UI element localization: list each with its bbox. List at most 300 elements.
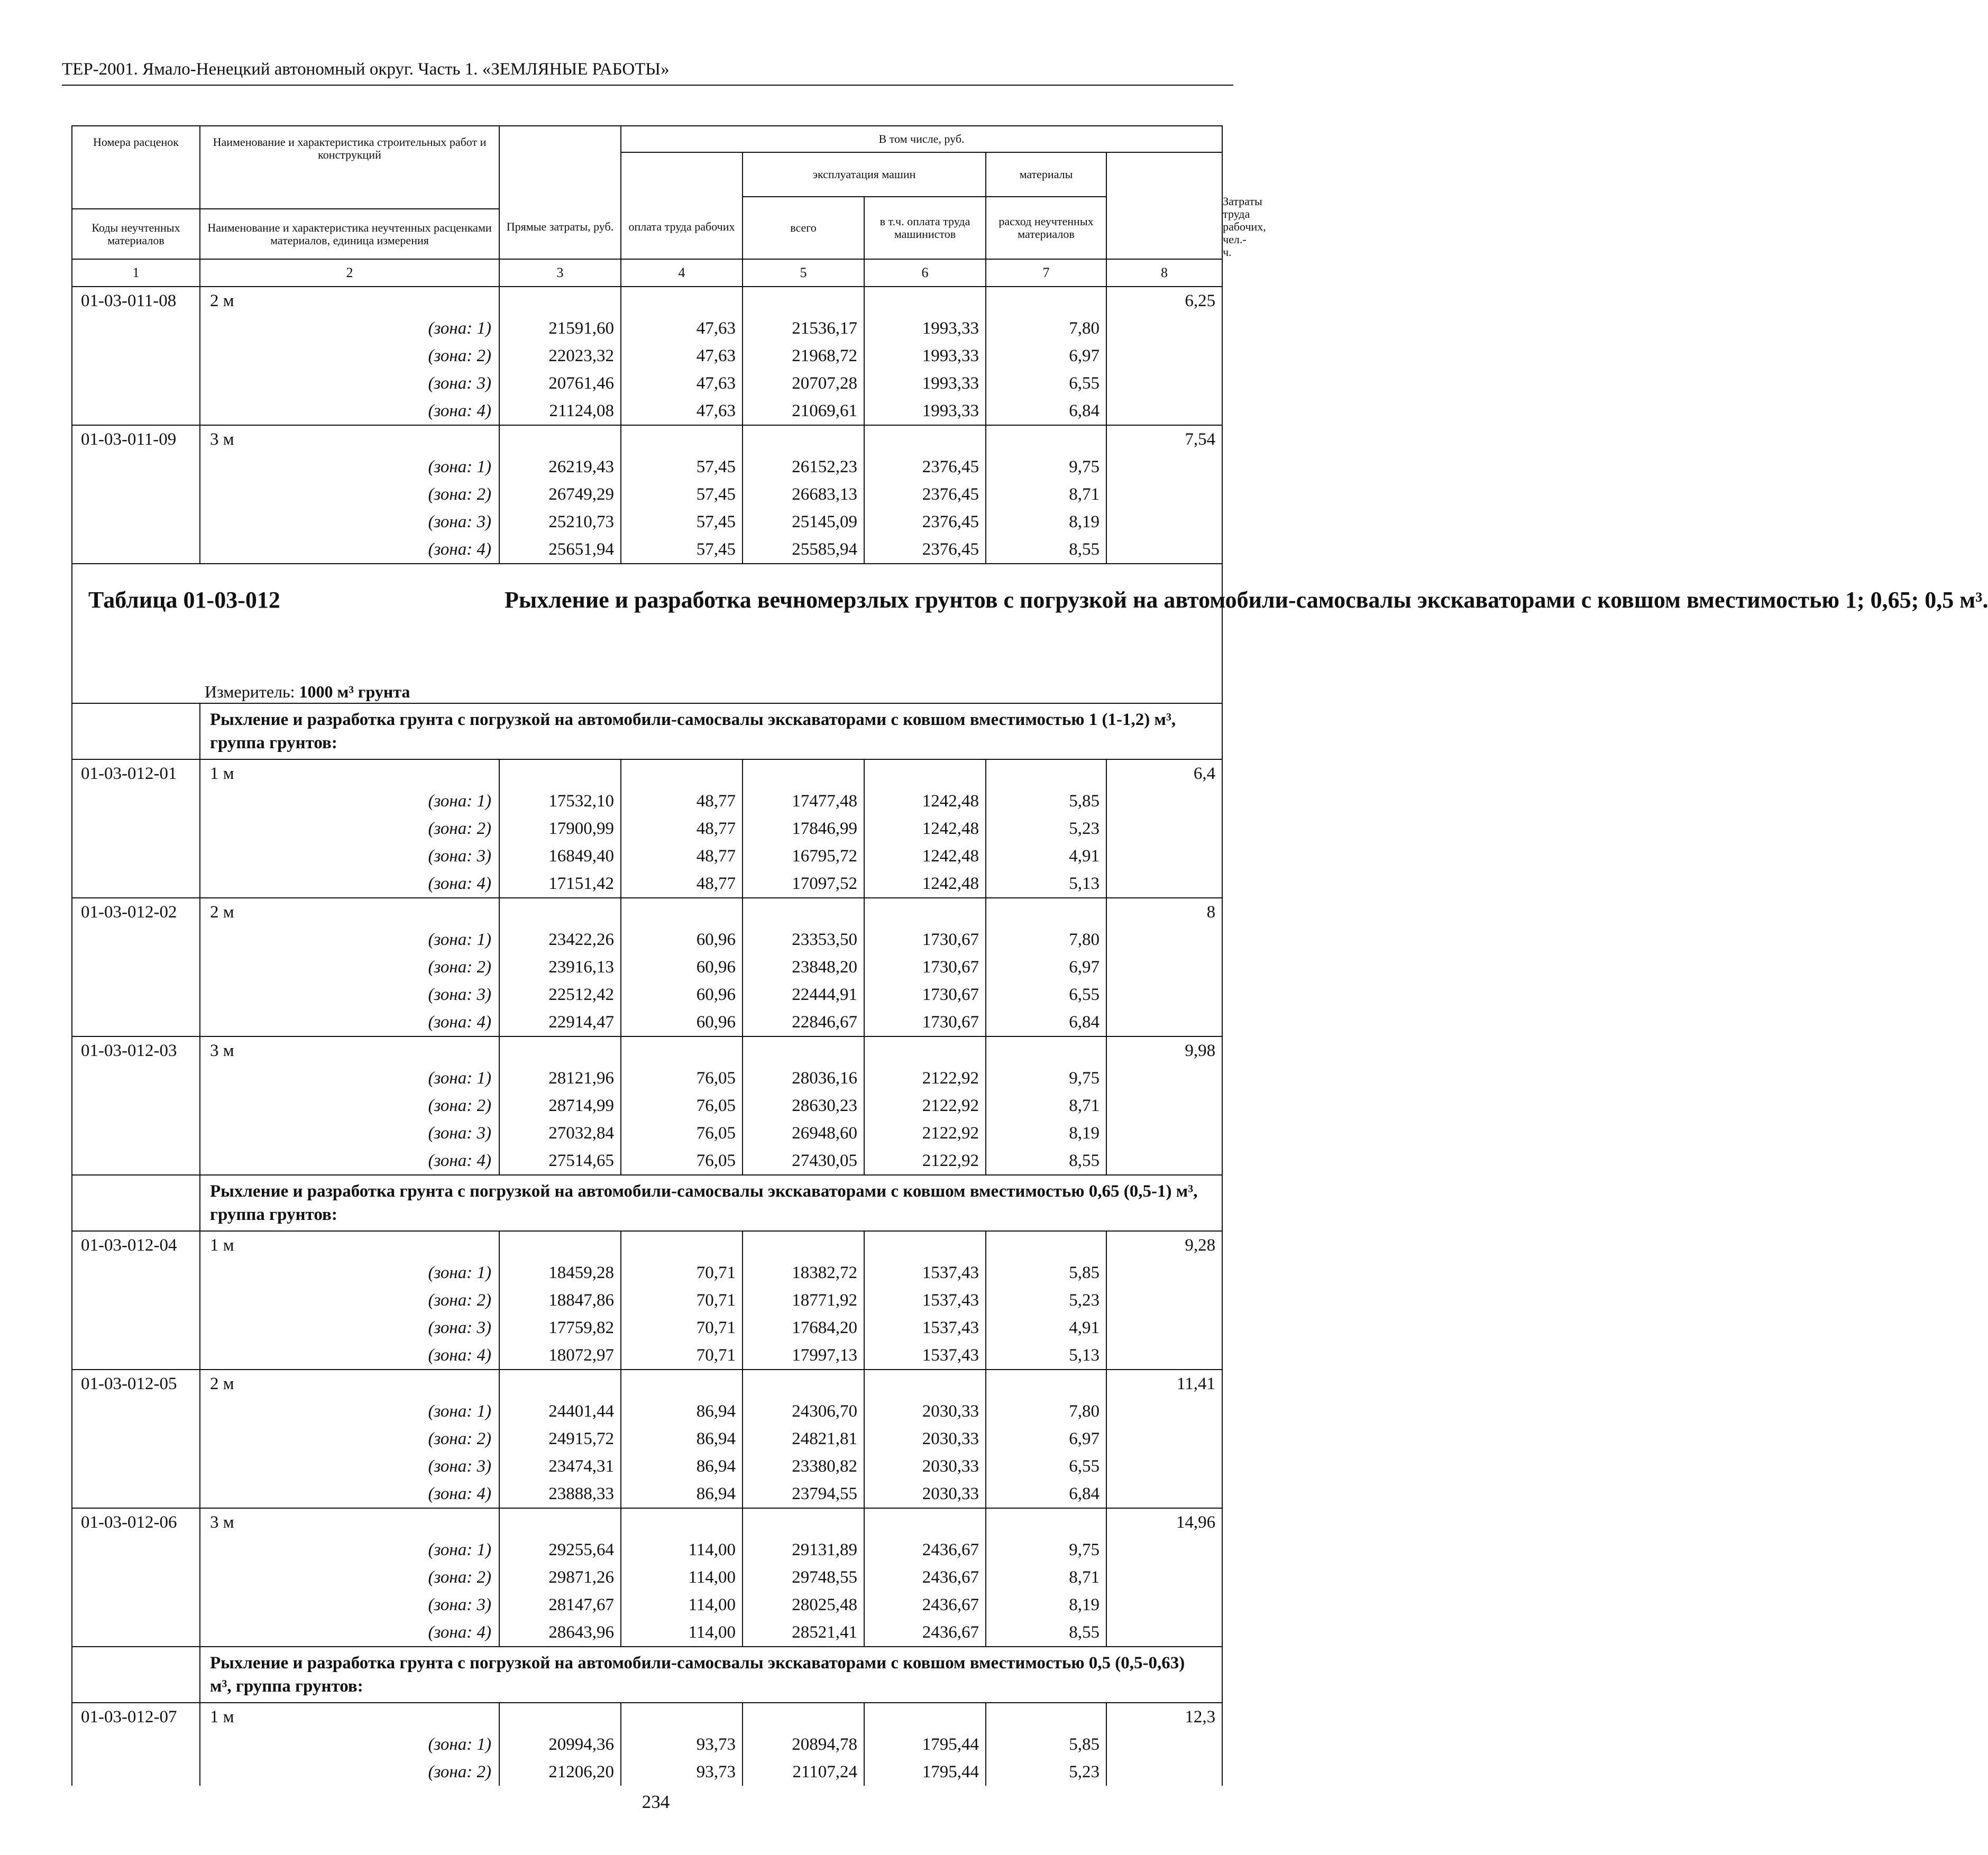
table-body	[72, 287, 1988, 1786]
direct-cost: 22914,47	[499, 1008, 621, 1036]
empty-cell	[1106, 1564, 1222, 1591]
direct-cost: 24401,44	[499, 1398, 621, 1425]
col-materials: материалы	[986, 152, 1106, 197]
rate-name: 2 м	[200, 898, 499, 926]
direct-cost: 28147,67	[499, 1591, 621, 1619]
labor-pay: 76,05	[621, 1147, 743, 1175]
empty-cell	[499, 287, 621, 315]
material-use: 9,75	[986, 1064, 1106, 1092]
zone-row	[72, 953, 1222, 981]
machines-total: 23848,20	[743, 953, 864, 981]
empty-cell	[743, 1231, 864, 1259]
material-use: 9,75	[986, 453, 1106, 481]
machines-total: 28521,41	[743, 1619, 864, 1647]
empty-cell	[1106, 1731, 1222, 1758]
zone-label: (зона: 1)	[200, 1064, 499, 1092]
labor-pay: 114,00	[621, 1591, 743, 1619]
zone-label: (зона: 2)	[200, 1564, 499, 1591]
machines-total: 26948,60	[743, 1119, 864, 1147]
table-code: Таблица 01-03-012	[88, 587, 280, 613]
operator-pay: 1993,33	[864, 342, 986, 370]
empty-cell	[499, 1508, 621, 1536]
rate-row	[72, 1231, 1222, 1259]
empty-cell	[72, 1259, 200, 1287]
col-machines: эксплуатация машин	[743, 152, 986, 197]
operator-pay: 2376,45	[864, 481, 986, 508]
empty-cell	[743, 1036, 864, 1064]
empty-cell	[1106, 508, 1222, 536]
empty-cell	[621, 425, 743, 453]
direct-cost: 26219,43	[499, 453, 621, 481]
operator-pay: 1795,44	[864, 1731, 986, 1758]
material-use: 8,55	[986, 1619, 1106, 1647]
zone-row	[72, 1342, 1222, 1370]
rate-row	[72, 1036, 1222, 1064]
empty-cell	[72, 1287, 200, 1314]
labor-pay: 60,96	[621, 926, 743, 953]
labor-pay: 76,05	[621, 1119, 743, 1147]
zone-label: (зона: 3)	[200, 508, 499, 536]
zone-label: (зона: 3)	[200, 1119, 499, 1147]
empty-cell	[1106, 315, 1222, 342]
direct-cost: 18847,86	[499, 1287, 621, 1314]
empty-cell	[1106, 1480, 1222, 1508]
empty-cell	[1106, 453, 1222, 481]
empty-cell	[621, 287, 743, 315]
labor-pay: 47,63	[621, 342, 743, 370]
empty-cell	[1106, 1119, 1222, 1147]
operator-pay: 2436,67	[864, 1591, 986, 1619]
empty-cell	[1106, 1758, 1222, 1786]
empty-cell	[1106, 787, 1222, 815]
direct-cost: 25651,94	[499, 536, 621, 564]
empty-cell	[72, 1092, 200, 1119]
empty-cell	[864, 1036, 986, 1064]
unit-line	[205, 678, 410, 705]
zone-row	[72, 1147, 1222, 1175]
zone-label: (зона: 4)	[200, 536, 499, 564]
group-heading: Рыхление и разработка грунта с погрузкой на автомобили-самосвалы экскаваторами с ковшом вместимостью 1 (1-1,2) м³, группа грунтов:	[200, 703, 1222, 759]
zone-row	[72, 1425, 1222, 1453]
machines-total: 25145,09	[743, 508, 864, 536]
empty-cell	[1106, 1259, 1222, 1287]
labor-pay: 60,96	[621, 981, 743, 1008]
machines-total: 21536,17	[743, 315, 864, 342]
zone-label: (зона: 3)	[200, 1591, 499, 1619]
labor-cost: 11,41	[1106, 1370, 1222, 1398]
empty-cell	[72, 1480, 200, 1508]
empty-cell	[72, 870, 200, 898]
empty-cell	[743, 898, 864, 926]
zone-row	[72, 1619, 1222, 1647]
empty-cell	[72, 1564, 200, 1591]
empty-cell	[864, 287, 986, 315]
zone-row	[72, 981, 1222, 1008]
direct-cost: 28121,96	[499, 1064, 621, 1092]
zone-row	[72, 1564, 1222, 1591]
zone-label: (зона: 3)	[200, 1314, 499, 1342]
operator-pay: 2030,33	[864, 1480, 986, 1508]
empty-cell	[986, 425, 1106, 453]
direct-cost: 27514,65	[499, 1147, 621, 1175]
labor-pay: 114,00	[621, 1564, 743, 1591]
operator-pay: 2376,45	[864, 508, 986, 536]
zone-row	[72, 1453, 1222, 1480]
labor-pay: 93,73	[621, 1758, 743, 1786]
material-use: 8,19	[986, 508, 1106, 536]
machines-total: 17997,13	[743, 1342, 864, 1370]
table-title: Рыхление и разработка вечномерзлых грунтов с погрузкой на автомобили-самосвалы экскаваторами с ковшом вместимостью 1; 0,65; 0,5 м³.	[505, 587, 1988, 613]
group-row	[72, 703, 1222, 759]
rate-row	[72, 1703, 1222, 1731]
labor-cost: 9,98	[1106, 1036, 1222, 1064]
empty-cell	[499, 1370, 621, 1398]
material-use: 8,71	[986, 1092, 1106, 1119]
empty-cell	[72, 342, 200, 370]
machines-total: 22444,91	[743, 981, 864, 1008]
material-use: 6,97	[986, 342, 1106, 370]
rate-code: 01-03-011-08	[72, 287, 200, 315]
machines-total: 26683,13	[743, 481, 864, 508]
empty-cell	[986, 287, 1106, 315]
rate-name: 1 м	[200, 1231, 499, 1259]
direct-cost: 25210,73	[499, 508, 621, 536]
direct-cost: 22512,42	[499, 981, 621, 1008]
material-use: 5,85	[986, 787, 1106, 815]
rate-row	[72, 1370, 1222, 1398]
labor-pay: 70,71	[621, 1259, 743, 1287]
zone-row	[72, 1480, 1222, 1508]
operator-pay: 2122,92	[864, 1064, 986, 1092]
empty-cell	[72, 981, 200, 1008]
machines-total: 16795,72	[743, 842, 864, 870]
machines-total: 25585,94	[743, 536, 864, 564]
empty-cell	[72, 481, 200, 508]
zone-row	[72, 1008, 1222, 1036]
labor-cost: 6,25	[1106, 287, 1222, 315]
labor-pay: 48,77	[621, 787, 743, 815]
zone-row	[72, 842, 1222, 870]
zone-label: (зона: 2)	[200, 1425, 499, 1453]
empty-cell	[499, 898, 621, 926]
labor-pay: 57,45	[621, 508, 743, 536]
labor-pay: 93,73	[621, 1731, 743, 1758]
empty-cell	[743, 287, 864, 315]
col-material-codes: Коды неучтенных материалов	[72, 209, 200, 259]
empty-cell	[1106, 815, 1222, 842]
empty-cell	[1106, 1425, 1222, 1453]
empty-cell	[1106, 1536, 1222, 1564]
empty-cell	[743, 1703, 864, 1731]
rates-table	[71, 125, 1988, 1786]
rate-name: 1 м	[200, 759, 499, 787]
material-use: 6,84	[986, 397, 1106, 425]
col-number: 3	[499, 259, 621, 287]
rate-row	[72, 287, 1222, 315]
material-use: 7,80	[986, 926, 1106, 953]
empty-cell	[743, 425, 864, 453]
empty-cell	[72, 453, 200, 481]
operator-pay: 1993,33	[864, 315, 986, 342]
labor-pay: 60,96	[621, 1008, 743, 1036]
empty-cell	[1106, 481, 1222, 508]
zone-row	[72, 1536, 1222, 1564]
zone-row	[72, 370, 1222, 397]
zone-label: (зона: 1)	[200, 1731, 499, 1758]
direct-cost: 23474,31	[499, 1453, 621, 1480]
labor-pay: 48,77	[621, 815, 743, 842]
empty-cell	[1106, 1453, 1222, 1480]
machines-total: 17097,52	[743, 870, 864, 898]
direct-cost: 29871,26	[499, 1564, 621, 1591]
empty-cell	[72, 1119, 200, 1147]
direct-cost: 16849,40	[499, 842, 621, 870]
table-title-row	[72, 564, 1222, 703]
direct-cost: 29255,64	[499, 1536, 621, 1564]
material-use: 8,55	[986, 536, 1106, 564]
group-heading: Рыхление и разработка грунта с погрузкой на автомобили-самосвалы экскаваторами с ковшом вместимостью 0,65 (0,5-1) м³, группа грунтов:	[200, 1175, 1222, 1231]
labor-pay: 48,77	[621, 870, 743, 898]
material-use: 9,75	[986, 1536, 1106, 1564]
zone-row	[72, 453, 1222, 481]
labor-pay: 47,63	[621, 397, 743, 425]
empty-cell	[72, 1314, 200, 1342]
material-use: 8,55	[986, 1147, 1106, 1175]
col-direct-costs: Прямые затраты, руб.	[499, 126, 621, 259]
direct-cost: 20761,46	[499, 370, 621, 397]
empty-cell	[1106, 926, 1222, 953]
direct-cost: 17532,10	[499, 787, 621, 815]
machines-total: 27430,05	[743, 1147, 864, 1175]
direct-cost: 23422,26	[499, 926, 621, 953]
material-use: 5,13	[986, 1342, 1106, 1370]
labor-cost: 7,54	[1106, 425, 1222, 453]
material-use: 8,71	[986, 1564, 1106, 1591]
labor-pay: 47,63	[621, 315, 743, 342]
operator-pay: 1730,67	[864, 1008, 986, 1036]
labor-pay: 60,96	[621, 953, 743, 981]
zone-row	[72, 481, 1222, 508]
table-head: Номера расценок Наименование и характеристика строительных работ и конструкций Прямые затраты, руб. В том числе, руб. Затраты труда рабочих, чел.-ч. оплата труда рабочих эксплуатация машин материалы всего в т.ч. оплата труда машинистов расход неучтенных материалов Коды неучтенных материалов Наименование и характеристика неучтенных расценками материалов, единица измерения 1 2 3 4 5 6 7 8	[72, 126, 1222, 287]
empty-cell	[743, 1508, 864, 1536]
zone-row	[72, 1119, 1222, 1147]
machines-total: 22846,67	[743, 1008, 864, 1036]
zone-row	[72, 1591, 1222, 1619]
zone-label: (зона: 2)	[200, 481, 499, 508]
machines-total: 17684,20	[743, 1314, 864, 1342]
material-use: 5,85	[986, 1259, 1106, 1287]
empty-cell	[1106, 981, 1222, 1008]
empty-cell	[1106, 1591, 1222, 1619]
direct-cost: 24915,72	[499, 1425, 621, 1453]
labor-pay: 76,05	[621, 1092, 743, 1119]
empty-cell	[72, 508, 200, 536]
empty-cell	[72, 397, 200, 425]
rate-code: 01-03-012-01	[72, 759, 200, 787]
labor-pay: 70,71	[621, 1287, 743, 1314]
direct-cost: 20994,36	[499, 1731, 621, 1758]
direct-cost: 18072,97	[499, 1342, 621, 1370]
operator-pay: 2122,92	[864, 1092, 986, 1119]
machines-total: 26152,23	[743, 453, 864, 481]
zone-row	[72, 1314, 1222, 1342]
zone-label: (зона: 4)	[200, 870, 499, 898]
zone-label: (зона: 3)	[200, 1453, 499, 1480]
empty-cell	[1106, 1287, 1222, 1314]
machines-total: 17477,48	[743, 787, 864, 815]
operator-pay: 1242,48	[864, 787, 986, 815]
col-name: Наименование и характеристика строительных работ и конструкций	[200, 126, 499, 209]
empty-cell	[1106, 953, 1222, 981]
empty-cell	[1106, 1008, 1222, 1036]
empty-cell	[621, 1036, 743, 1064]
empty-cell	[1106, 1147, 1222, 1175]
col-operator-pay: в т.ч. оплата труда машинистов	[864, 197, 986, 260]
material-use: 4,91	[986, 842, 1106, 870]
page-header: ТЕР-2001. Ямало-Ненецкий автономный округ. Часть 1. «ЗЕМЛЯНЫЕ РАБОТЫ»	[62, 60, 670, 79]
material-use: 5,13	[986, 870, 1106, 898]
zone-label: (зона: 1)	[200, 926, 499, 953]
labor-cost: 12,3	[1106, 1703, 1222, 1731]
col-number: 4	[621, 259, 743, 287]
zone-label: (зона: 4)	[200, 1147, 499, 1175]
rate-name: 3 м	[200, 425, 499, 453]
operator-pay: 1537,43	[864, 1314, 986, 1342]
machines-total: 18382,72	[743, 1259, 864, 1287]
empty-cell	[1106, 842, 1222, 870]
operator-pay: 1993,33	[864, 370, 986, 397]
col-number: 8	[1106, 259, 1222, 287]
empty-cell	[743, 1370, 864, 1398]
empty-cell	[621, 898, 743, 926]
labor-pay: 57,45	[621, 481, 743, 508]
labor-pay: 47,63	[621, 370, 743, 397]
empty-cell	[986, 1231, 1106, 1259]
zone-label: (зона: 4)	[200, 1342, 499, 1370]
rate-row	[72, 1508, 1222, 1536]
empty-cell	[72, 1453, 200, 1480]
empty-cell	[72, 1619, 200, 1647]
operator-pay: 2436,67	[864, 1564, 986, 1591]
zone-label: (зона: 4)	[200, 1008, 499, 1036]
empty-cell	[986, 759, 1106, 787]
machines-total: 23380,82	[743, 1453, 864, 1480]
empty-cell	[72, 1591, 200, 1619]
empty-cell	[499, 1703, 621, 1731]
empty-cell	[621, 759, 743, 787]
empty-cell	[72, 703, 200, 759]
labor-cost: 9,28	[1106, 1231, 1222, 1259]
machines-total: 29131,89	[743, 1536, 864, 1564]
rate-code: 01-03-012-07	[72, 1703, 200, 1731]
empty-cell	[72, 842, 200, 870]
labor-pay: 86,94	[621, 1453, 743, 1480]
direct-cost: 23888,33	[499, 1480, 621, 1508]
empty-cell	[499, 759, 621, 787]
rate-code: 01-03-012-06	[72, 1508, 200, 1536]
rates-sheet	[71, 125, 1988, 1781]
empty-cell	[72, 1536, 200, 1564]
rate-code: 01-03-011-09	[72, 425, 200, 453]
page-number: 234	[642, 1792, 670, 1812]
zone-row	[72, 926, 1222, 953]
empty-cell	[1106, 870, 1222, 898]
operator-pay: 2030,33	[864, 1398, 986, 1425]
empty-cell	[621, 1231, 743, 1259]
labor-pay: 57,45	[621, 536, 743, 564]
operator-pay: 2122,92	[864, 1119, 986, 1147]
direct-cost: 21591,60	[499, 315, 621, 342]
empty-cell	[72, 370, 200, 397]
empty-cell	[1106, 1092, 1222, 1119]
machines-total: 24821,81	[743, 1425, 864, 1453]
rate-code: 01-03-012-04	[72, 1231, 200, 1259]
zone-label: (зона: 2)	[200, 953, 499, 981]
empty-cell	[986, 1036, 1106, 1064]
operator-pay: 1993,33	[864, 397, 986, 425]
empty-cell	[1106, 370, 1222, 397]
rate-code: 01-03-012-02	[72, 898, 200, 926]
direct-cost: 23916,13	[499, 953, 621, 981]
header-rule	[62, 85, 1233, 86]
empty-cell	[864, 425, 986, 453]
machines-total: 23353,50	[743, 926, 864, 953]
direct-cost: 28643,96	[499, 1619, 621, 1647]
operator-pay: 1730,67	[864, 926, 986, 953]
empty-cell	[864, 759, 986, 787]
material-use: 7,80	[986, 1398, 1106, 1425]
labor-cost: 6,4	[1106, 759, 1222, 787]
empty-cell	[72, 1647, 200, 1703]
labor-pay: 70,71	[621, 1342, 743, 1370]
empty-cell	[72, 1147, 200, 1175]
operator-pay: 1242,48	[864, 870, 986, 898]
rate-code: 01-03-012-05	[72, 1370, 200, 1398]
zone-label: (зона: 1)	[200, 1259, 499, 1287]
labor-pay: 48,77	[621, 842, 743, 870]
zone-label: (зона: 4)	[200, 1480, 499, 1508]
operator-pay: 1730,67	[864, 953, 986, 981]
empty-cell	[986, 1370, 1106, 1398]
empty-cell	[72, 315, 200, 342]
material-use: 4,91	[986, 1314, 1106, 1342]
material-use: 6,97	[986, 953, 1106, 981]
machines-total: 24306,70	[743, 1398, 864, 1425]
zone-label: (зона: 4)	[200, 1619, 499, 1647]
operator-pay: 2122,92	[864, 1147, 986, 1175]
operator-pay: 1537,43	[864, 1259, 986, 1287]
empty-cell	[72, 1758, 200, 1786]
empty-cell	[499, 1231, 621, 1259]
zone-row	[72, 397, 1222, 425]
empty-cell	[621, 1370, 743, 1398]
zone-row	[72, 1259, 1222, 1287]
machines-total: 18771,92	[743, 1287, 864, 1314]
empty-cell	[499, 1036, 621, 1064]
zone-row	[72, 315, 1222, 342]
material-use: 5,23	[986, 1758, 1106, 1786]
labor-cost: 14,96	[1106, 1508, 1222, 1536]
operator-pay: 1730,67	[864, 981, 986, 1008]
direct-cost: 26749,29	[499, 481, 621, 508]
labor-pay: 114,00	[621, 1536, 743, 1564]
zone-label: (зона: 1)	[200, 1536, 499, 1564]
empty-cell	[72, 815, 200, 842]
material-use: 6,55	[986, 370, 1106, 397]
direct-cost: 27032,84	[499, 1119, 621, 1147]
zone-label: (зона: 2)	[200, 1758, 499, 1786]
operator-pay: 2030,33	[864, 1425, 986, 1453]
